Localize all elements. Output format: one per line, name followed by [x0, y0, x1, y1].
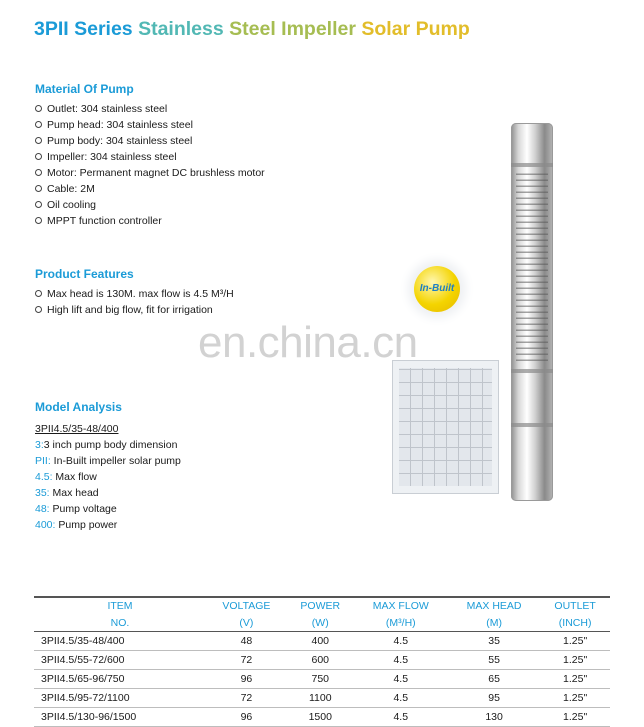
table-row: 3PII4.5/130-96/1500 96 1500 4.5 130 1.25" [34, 708, 610, 727]
watermark: en.china.cn [198, 318, 418, 367]
title-part-solar-pump: Solar Pump [361, 18, 470, 40]
in-built-badge: In-Built [414, 266, 460, 312]
list-item: 48: Pump voltage [35, 503, 117, 515]
material-heading: Material Of Pump [35, 82, 134, 96]
bullet-icon [35, 217, 42, 224]
features-list [35, 286, 234, 318]
list-item: Max head is 130M. max flow is 4.5 M³/H [35, 286, 234, 302]
bullet-icon [35, 153, 42, 160]
list-item: Outlet: 304 stainless steel [35, 101, 265, 117]
page-title [34, 18, 470, 41]
bullet-icon [35, 137, 42, 144]
model-heading: Model Analysis [35, 400, 122, 414]
list-item: High lift and big flow, fit for irrigation [35, 302, 234, 318]
list-item: MPPT function controller [35, 213, 265, 229]
list-item: 3:3 inch pump body dimension [35, 439, 178, 451]
list-item: 4.5: Max flow [35, 471, 97, 483]
model-example: 3PII4.5/35-48/400 [35, 423, 119, 435]
list-item: 35: Max head [35, 487, 99, 499]
title-part-impeller: Impeller [281, 18, 356, 40]
model-analysis-list [35, 421, 181, 533]
solar-panel-image [392, 360, 499, 494]
title-part-steel: Steel [229, 18, 276, 40]
bullet-icon [35, 121, 42, 128]
pump-image [511, 123, 553, 501]
bullet-icon [35, 201, 42, 208]
bullet-icon [35, 169, 42, 176]
bullet-icon [35, 105, 42, 112]
spec-table [34, 596, 610, 727]
bullet-icon [35, 290, 42, 297]
list-item: Pump body: 304 stainless steel [35, 133, 265, 149]
table-header-row: NO. (V) (W) (M³/H) (M) (INCH) [34, 614, 610, 632]
material-list [35, 101, 265, 229]
table-header-row: ITEM VOLTAGE POWER MAX FLOW MAX HEAD OUTLET [34, 597, 610, 614]
list-item: Motor: Permanent magnet DC brushless motor [35, 165, 265, 181]
bullet-icon [35, 306, 42, 313]
list-item: Oil cooling [35, 197, 265, 213]
features-heading: Product Features [35, 267, 134, 281]
list-item: Cable: 2M [35, 181, 265, 197]
title-part-series: 3PII Series [34, 18, 133, 40]
title-part-stainless: Stainless [138, 18, 224, 40]
table-row: 3PII4.5/35-48/400 48 400 4.5 35 1.25" [34, 632, 610, 651]
list-item: PII: In-Built impeller solar pump [35, 455, 181, 467]
list-item: Impeller: 304 stainless steel [35, 149, 265, 165]
list-item: 400: Pump power [35, 519, 118, 531]
table-row: 3PII4.5/65-96/750 96 750 4.5 65 1.25" [34, 670, 610, 689]
table-row: 3PII4.5/95-72/1100 72 1100 4.5 95 1.25" [34, 689, 610, 708]
table-row: 3PII4.5/55-72/600 72 600 4.5 55 1.25" [34, 651, 610, 670]
list-item: Pump head: 304 stainless steel [35, 117, 265, 133]
bullet-icon [35, 185, 42, 192]
